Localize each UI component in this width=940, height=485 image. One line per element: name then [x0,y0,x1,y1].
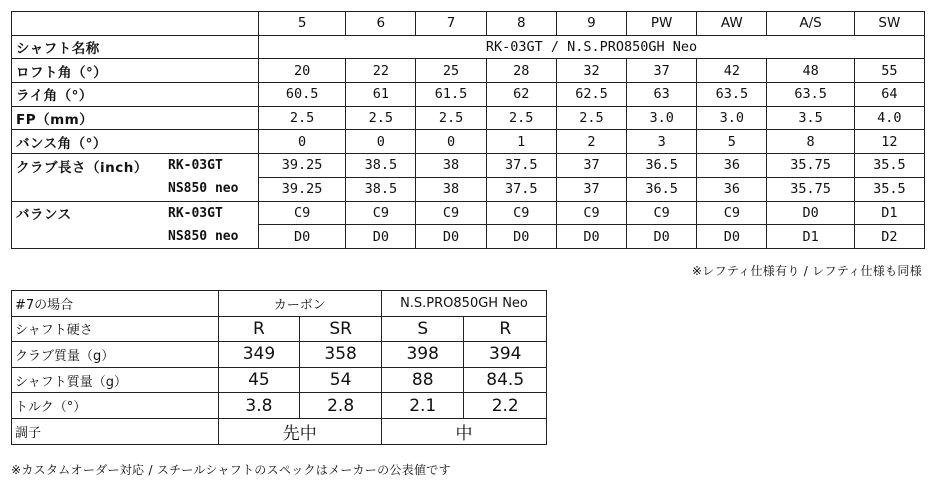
cell: C9 [259,201,346,225]
lie-row [12,83,925,107]
cell: D1 [767,225,854,249]
cell: 64 [854,83,924,107]
header-cell: PW [627,12,697,36]
cell: D0 [486,225,556,249]
cell: D0 [416,225,486,249]
cell: D0 [767,201,854,225]
cell: 4.0 [854,106,924,130]
t7-cell: 45 [218,367,300,393]
row-label: クラブ長さ（inch） [12,154,167,178]
t7-cell: 349 [218,342,300,368]
t7-row [12,367,547,393]
cell: 3.0 [697,106,767,130]
cell: 35.5 [854,154,924,178]
t7-row-label: トルク（°） [12,393,219,419]
cell: C9 [556,201,626,225]
t7-row [12,393,547,419]
cell: 38.5 [346,177,416,201]
header-cell: 9 [556,12,626,36]
t7-cell: R [218,316,300,342]
row-sublabel: NS850 neo [166,177,259,201]
cell: D0 [697,225,767,249]
row-sublabel: NS850 neo [166,225,259,249]
row-label: バランス [12,201,167,225]
custom-order-note: ※カスタムオーダー対応 / スチールシャフトのスペックはメーカーの公表値です [11,463,451,477]
cell: 61 [346,83,416,107]
row-label: ライ角（°） [12,83,259,107]
t7-row-label: クラブ質量（g） [12,342,219,368]
header-cell: SW [854,12,924,36]
row-sublabel: RK-03GT [166,201,259,225]
cell: D0 [627,225,697,249]
cell: C9 [627,201,697,225]
t7-cell: 54 [300,367,382,393]
cell: 48 [767,59,854,83]
fp-row [12,106,925,130]
cell: 0 [416,130,486,154]
balance-row-rk [12,201,925,225]
seven-iron-table [11,290,547,445]
cell: 22 [346,59,416,83]
header-cell: 7 [416,12,486,36]
t7-header-row [12,291,547,317]
cell: 38 [416,177,486,201]
t7-cell: 2.1 [381,393,463,419]
cell: 55 [854,59,924,83]
cell: D2 [854,225,924,249]
cell: 37 [556,177,626,201]
corner-cell [12,12,259,36]
cell: 2 [556,130,626,154]
cell: 60.5 [259,83,346,107]
cell: 36.5 [627,154,697,178]
cell: 35.5 [854,177,924,201]
cell: 38 [416,154,486,178]
t7-kick-steel: 中 [381,418,546,444]
cell: 2.5 [486,106,556,130]
cell: 61.5 [416,83,486,107]
t7-row-label: シャフト硬さ [12,316,219,342]
length-row-rk [12,154,925,178]
cell: C9 [416,201,486,225]
cell: D0 [556,225,626,249]
cell: 3.5 [767,106,854,130]
cell: D1 [854,201,924,225]
t7-cell: S [381,316,463,342]
cell: 0 [346,130,416,154]
t7-row-label: 調子 [12,418,219,444]
spec-table [11,11,925,249]
t7-carbon-header: カーボン [218,291,381,317]
row-label-empty [12,225,167,249]
cell: 37.5 [486,154,556,178]
header-cell: A/S [767,12,854,36]
cell: 62.5 [556,83,626,107]
cell: 28 [486,59,556,83]
cell: C9 [346,201,416,225]
cell: 37.5 [486,177,556,201]
t7-cell: 398 [381,342,463,368]
header-row [12,12,925,36]
t7-cell: 2.2 [464,393,547,419]
cell: 36 [697,177,767,201]
row-label: FP（mm） [12,106,259,130]
cell: 36 [697,154,767,178]
t7-row-label: シャフト質量（g） [12,367,219,393]
cell: 39.25 [259,154,346,178]
t7-cell: 394 [464,342,547,368]
cell: 42 [697,59,767,83]
t7-cell: 2.8 [300,393,382,419]
t7-cell: 84.5 [464,367,547,393]
cell: 35.75 [767,177,854,201]
t7-kick-row [12,418,547,444]
cell: C9 [697,201,767,225]
cell: 3.0 [627,106,697,130]
cell: 2.5 [346,106,416,130]
cell: 0 [259,130,346,154]
cell: 3 [627,130,697,154]
row-label: バンス角（°） [12,130,259,154]
cell: D0 [346,225,416,249]
cell: 1 [486,130,556,154]
t7-title: #7の場合 [12,291,219,317]
cell: 5 [697,130,767,154]
shaft-name-row [12,35,925,59]
cell: 37 [556,154,626,178]
bounce-row [12,130,925,154]
cell: 63 [627,83,697,107]
t7-steel-header: N.S.PRO850GH Neo [381,291,546,317]
cell: 25 [416,59,486,83]
cell: 36.5 [627,177,697,201]
cell: 62 [486,83,556,107]
cell: 20 [259,59,346,83]
row-label: シャフト名称 [12,35,259,59]
header-cell: 8 [486,12,556,36]
cell: 2.5 [556,106,626,130]
cell: 63.5 [767,83,854,107]
cell: 32 [556,59,626,83]
t7-cell: 358 [300,342,382,368]
cell: 38.5 [346,154,416,178]
length-row-ns [12,177,925,201]
loft-row [12,59,925,83]
header-cell: 6 [346,12,416,36]
cell: 37 [627,59,697,83]
cell: 39.25 [259,177,346,201]
lefty-note: ※レフティ仕様有り / レフティ仕様も同様 [691,264,922,278]
t7-cell: 88 [381,367,463,393]
t7-kick-carbon: 先中 [218,418,381,444]
cell: 2.5 [416,106,486,130]
cell: 2.5 [259,106,346,130]
cell: 35.75 [767,154,854,178]
shaft-name-value: RK-03GT / N.S.PRO850GH Neo [259,35,925,59]
t7-cell: R [464,316,547,342]
row-sublabel: RK-03GT [166,154,259,178]
row-label: ロフト角（°） [12,59,259,83]
t7-cell: 3.8 [218,393,300,419]
cell: D0 [259,225,346,249]
cell: 8 [767,130,854,154]
row-label-empty [12,177,167,201]
cell: C9 [486,201,556,225]
header-cell: 5 [259,12,346,36]
header-cell: AW [697,12,767,36]
cell: 63.5 [697,83,767,107]
t7-row [12,342,547,368]
cell: 12 [854,130,924,154]
t7-row [12,316,547,342]
balance-row-ns [12,225,925,249]
t7-cell: SR [300,316,382,342]
